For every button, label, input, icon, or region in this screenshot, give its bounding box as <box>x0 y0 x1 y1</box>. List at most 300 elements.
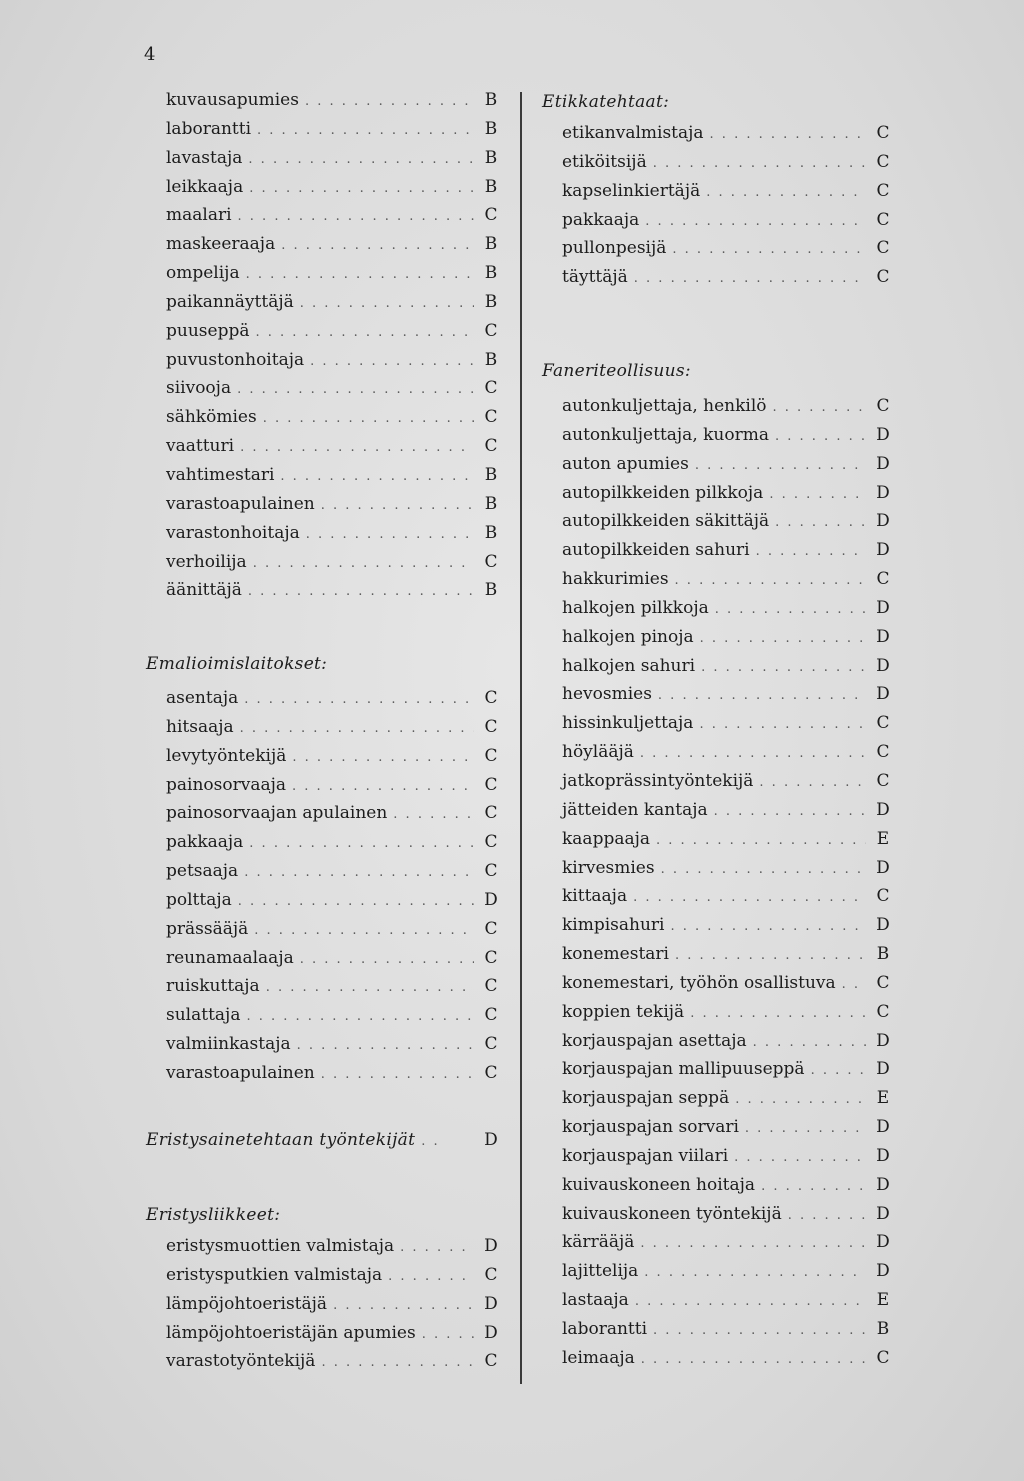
occupation-name: prässääjä <box>166 918 249 939</box>
occupation-name: auton apumies <box>562 453 689 474</box>
class-letter: C <box>484 1264 498 1285</box>
leader-dots <box>640 746 866 761</box>
leader-dots <box>254 923 474 938</box>
class-letter: C <box>484 947 498 968</box>
class-letter: D <box>876 453 890 474</box>
leader-dots <box>292 779 474 794</box>
list-item <box>562 1088 894 1117</box>
class-letter: E <box>876 1088 890 1109</box>
class-letter: C <box>484 551 498 572</box>
class-letter: C <box>484 436 498 457</box>
leader-dots <box>321 498 474 513</box>
occupation-name: korjauspajan asettaja <box>562 1030 747 1051</box>
list-item <box>562 886 894 915</box>
list-item <box>166 234 502 263</box>
list-item <box>166 1323 502 1352</box>
list-item <box>562 454 894 483</box>
occupation-name: autopilkkeiden sahuri <box>562 540 750 561</box>
list-item <box>166 494 502 523</box>
eristysaine-row <box>146 1130 502 1150</box>
leader-dots <box>255 325 474 340</box>
leader-dots <box>788 1208 866 1223</box>
leader-dots <box>263 411 474 426</box>
class-letter: C <box>876 1347 890 1368</box>
class-letter: C <box>484 832 498 853</box>
leader-dots <box>756 544 866 559</box>
list-item <box>166 746 502 775</box>
leader-dots <box>244 865 474 880</box>
list-item <box>562 973 894 1002</box>
leader-dots <box>297 1038 474 1053</box>
class-letter: D <box>484 1130 498 1150</box>
leader-dots <box>246 1009 474 1024</box>
list-item <box>166 90 502 119</box>
leader-dots <box>240 721 474 736</box>
occupation-name: varastotyöntekijä <box>166 1351 316 1372</box>
class-letter: D <box>876 597 890 618</box>
class-letter: E <box>876 1290 890 1311</box>
class-letter: C <box>876 886 890 907</box>
list-item <box>166 1063 502 1092</box>
class-letter: C <box>484 1034 498 1055</box>
leader-dots <box>753 1035 866 1050</box>
list-item <box>562 944 894 973</box>
occupation-name: koppien tekijä <box>562 1001 685 1022</box>
list-item <box>562 1059 894 1088</box>
occupation-name: verhoilija <box>166 551 247 572</box>
leader-dots <box>246 267 474 282</box>
list-item <box>166 948 502 977</box>
class-letter: B <box>484 291 498 312</box>
class-letter: C <box>484 688 498 708</box>
leader-dots <box>300 952 474 967</box>
list-item <box>166 861 502 890</box>
list-item <box>562 267 894 296</box>
occupation-name: varastonhoitaja <box>166 522 300 543</box>
list-item <box>166 688 502 717</box>
class-letter: B <box>484 464 498 485</box>
list-item <box>166 350 502 379</box>
occupation-name: ompelija <box>166 263 240 284</box>
list-item <box>166 177 502 206</box>
class-letter: D <box>876 511 890 532</box>
leader-dots <box>305 94 474 109</box>
leader-dots <box>633 890 866 905</box>
occupation-name: lavastaja <box>166 147 243 168</box>
class-letter: B <box>484 234 498 255</box>
leader-dots <box>640 1236 866 1251</box>
leader-dots <box>237 382 474 397</box>
leader-dots <box>714 804 866 819</box>
leader-dots <box>715 602 866 617</box>
occupation-name: maalari <box>166 205 232 226</box>
list-item <box>166 205 502 234</box>
occupation-name: asentaja <box>166 688 239 708</box>
leader-dots <box>248 152 474 167</box>
page-number: 4 <box>144 44 156 65</box>
class-letter: D <box>876 1261 890 1282</box>
occupation-name: jatkoprässintyöntekijä <box>562 770 754 791</box>
list-item <box>562 627 894 656</box>
leader-dots <box>710 127 866 142</box>
list-item <box>166 580 502 609</box>
list-item <box>562 1290 894 1319</box>
occupation-name: autonkuljettaja, kuorma <box>562 424 769 445</box>
leader-dots <box>653 1323 866 1338</box>
list-item <box>562 598 894 627</box>
occupation-name: halkojen sahuri <box>562 655 696 676</box>
list-item <box>166 436 502 465</box>
list-item <box>562 181 894 210</box>
leader-dots <box>811 1063 866 1078</box>
class-letter: D <box>876 799 890 820</box>
class-letter: D <box>876 1203 890 1224</box>
list-item <box>562 511 894 540</box>
list-item <box>562 684 894 713</box>
class-letter: D <box>876 1232 890 1253</box>
leader-dots <box>773 400 867 415</box>
leader-dots <box>393 807 474 822</box>
list-item <box>166 919 502 948</box>
occupation-name: kaappaaja <box>562 828 651 849</box>
occupation-name: paikannäyttäjä <box>166 291 294 312</box>
leader-dots <box>734 1150 866 1165</box>
occupation-name: kuvausapumies <box>166 90 299 110</box>
occupation-name: siivooja <box>166 378 232 399</box>
occupation-name: jätteiden kantaja <box>562 799 708 820</box>
class-letter: D <box>876 626 890 647</box>
list-item <box>166 465 502 494</box>
leader-dots <box>400 1240 474 1255</box>
left-list-group1 <box>166 90 502 609</box>
class-letter: C <box>484 774 498 795</box>
class-letter: D <box>876 1145 890 1166</box>
occupation-name: pullonpesijä <box>562 238 667 259</box>
list-item <box>166 1034 502 1063</box>
class-letter: C <box>484 861 498 882</box>
list-item <box>166 1005 502 1034</box>
leader-dots <box>266 980 474 995</box>
occupation-name: etiköitsijä <box>562 151 647 172</box>
list-item <box>562 771 894 800</box>
list-item <box>166 263 502 292</box>
class-letter: C <box>484 976 498 997</box>
class-letter: D <box>876 482 890 503</box>
class-letter: B <box>484 90 498 110</box>
list-item <box>562 540 894 569</box>
leader-dots <box>238 209 474 224</box>
class-letter: C <box>484 918 498 939</box>
occupation-name: konemestari <box>562 944 669 965</box>
leader-dots <box>769 487 866 502</box>
leader-dots <box>656 833 866 848</box>
class-letter: C <box>484 1351 498 1372</box>
class-letter: B <box>484 176 498 197</box>
list-item <box>562 210 894 239</box>
leader-dots <box>292 750 474 765</box>
right-list-etikkatehtaat <box>562 123 894 296</box>
leader-dots <box>240 440 474 455</box>
class-letter: C <box>876 742 890 763</box>
class-letter: C <box>876 1001 890 1022</box>
list-item <box>166 119 502 148</box>
leader-dots <box>671 919 867 934</box>
leader-dots <box>701 660 866 675</box>
occupation-name: pakkaaja <box>166 832 244 853</box>
leader-dots <box>300 296 474 311</box>
list-item <box>166 292 502 321</box>
occupation-name: lämpöjohtoeristäjä <box>166 1293 328 1314</box>
occupation-name: korjauspajan mallipuuseppä <box>562 1059 805 1080</box>
list-item <box>166 890 502 919</box>
leader-dots <box>248 584 474 599</box>
leader-dots <box>388 1269 474 1284</box>
leader-dots <box>745 1121 866 1136</box>
occupation-name: leimaaja <box>562 1347 635 1368</box>
occupation-name: polttaja <box>166 889 232 910</box>
occupation-name: kuivauskoneen hoitaja <box>562 1174 756 1195</box>
list-item <box>166 523 502 552</box>
occupation-name: eristysputkien valmistaja <box>166 1264 383 1285</box>
occupation-name: laborantti <box>562 1319 647 1339</box>
class-letter: B <box>484 147 498 168</box>
list-item <box>166 832 502 861</box>
list-item <box>562 1232 894 1261</box>
list-item <box>562 1002 894 1031</box>
class-letter: C <box>484 803 498 824</box>
occupation-name: kärrääjä <box>562 1232 635 1253</box>
list-item <box>166 321 502 350</box>
class-letter: D <box>876 857 890 878</box>
list-item <box>166 148 502 177</box>
list-item <box>166 378 502 407</box>
occupation-name: konemestari, työhön osallistuva <box>562 972 836 993</box>
list-item <box>166 1294 502 1323</box>
occupation-name: lajittelija <box>562 1261 639 1282</box>
class-letter: D <box>876 915 890 936</box>
class-letter: C <box>484 1062 498 1083</box>
leader-dots <box>842 977 866 992</box>
leader-dots <box>735 1092 866 1107</box>
class-letter: D <box>876 1117 890 1138</box>
occupation-name: äänittäjä <box>166 580 242 601</box>
leader-dots <box>675 948 866 963</box>
list-item <box>562 1146 894 1175</box>
leader-dots <box>321 1067 474 1082</box>
list-item <box>166 775 502 804</box>
leader-dots <box>759 775 866 790</box>
class-letter: C <box>876 569 890 590</box>
class-letter: C <box>484 205 498 226</box>
occupation-name: levytyöntekijä <box>166 745 287 766</box>
class-letter: D <box>484 1236 498 1256</box>
leader-dots <box>321 1355 474 1370</box>
class-letter: D <box>876 424 890 445</box>
occupation-name: kirvesmies <box>562 857 655 878</box>
leader-dots <box>700 631 866 646</box>
occupation-name: kittaaja <box>562 886 628 907</box>
leader-dots <box>634 271 866 286</box>
list-item <box>562 1319 894 1348</box>
occupation-name: kuivauskoneen työntekijä <box>562 1203 782 1224</box>
class-letter: D <box>876 684 890 705</box>
occupation-name: vahtimestari <box>166 464 275 485</box>
leader-dots <box>333 1298 474 1313</box>
leader-dots <box>695 458 866 473</box>
list-item <box>166 1351 502 1380</box>
left-list-eristysliikkeet <box>166 1236 502 1380</box>
left-list-emalioimislaitokset <box>166 688 502 1092</box>
class-letter: C <box>876 180 890 201</box>
list-item <box>562 915 894 944</box>
occupation-name: lämpöjohtoeristäjän apumies <box>166 1322 416 1343</box>
class-letter: C <box>484 407 498 428</box>
leader-dots <box>672 242 866 257</box>
list-item <box>166 552 502 581</box>
occupation-name: kimpisahuri <box>562 915 665 936</box>
class-letter: C <box>876 267 890 288</box>
class-letter: C <box>876 396 890 416</box>
list-item <box>562 1348 894 1377</box>
class-letter: C <box>876 972 890 993</box>
leader-dots <box>699 717 866 732</box>
occupation-name: korjauspajan seppä <box>562 1088 730 1109</box>
occupation-name: hakkurimies <box>562 569 669 590</box>
class-letter: E <box>876 828 890 849</box>
leader-dots <box>244 692 474 707</box>
occupation-name: varastoapulainen <box>166 1062 315 1083</box>
class-letter: D <box>876 1174 890 1195</box>
list-item <box>562 1204 894 1233</box>
class-letter: D <box>484 1322 498 1343</box>
occupation-name: pakkaaja <box>562 209 640 230</box>
list-item <box>562 829 894 858</box>
class-letter: B <box>484 580 498 601</box>
leader-dots <box>690 1006 866 1021</box>
class-letter: D <box>876 1030 890 1051</box>
occupation-name: petsaaja <box>166 861 239 882</box>
section-heading-eristysainetehtaan: Eristysainetehtaan työntekijät <box>146 1130 416 1150</box>
list-item <box>562 152 894 181</box>
class-letter: C <box>876 713 890 734</box>
occupation-name: painosorvaaja <box>166 774 287 795</box>
leader-dots <box>422 1327 474 1342</box>
class-letter: B <box>876 944 890 965</box>
class-letter: C <box>484 745 498 766</box>
list-item <box>166 407 502 436</box>
occupation-name: höylääjä <box>562 742 634 763</box>
leader-dots <box>775 429 866 444</box>
occupation-name: varastoapulainen <box>166 493 315 514</box>
list-item <box>562 425 894 454</box>
occupation-name: korjauspajan sorvari <box>562 1117 739 1138</box>
list-item <box>562 713 894 742</box>
occupation-name: ruiskuttaja <box>166 976 260 997</box>
class-letter: C <box>484 378 498 399</box>
leader-dots: . . <box>421 1134 440 1149</box>
leader-dots <box>661 862 866 877</box>
leader-dots <box>249 836 474 851</box>
list-item <box>562 1261 894 1290</box>
occupation-name: reunamaalaaja <box>166 947 294 968</box>
occupation-name: halkojen pilkkoja <box>562 597 709 618</box>
right-list-faneriteollisuus <box>562 396 894 1377</box>
occupation-name: lastaaja <box>562 1290 629 1311</box>
list-item <box>562 1175 894 1204</box>
list-item <box>562 569 894 598</box>
class-letter: C <box>876 151 890 172</box>
class-letter: D <box>876 655 890 676</box>
leader-dots <box>675 573 866 588</box>
class-letter: C <box>876 123 890 143</box>
class-letter: C <box>876 238 890 259</box>
occupation-name: eristysmuottien valmistaja <box>166 1236 395 1256</box>
class-letter: D <box>484 889 498 910</box>
class-letter: D <box>876 1059 890 1080</box>
list-item <box>562 742 894 771</box>
class-letter: C <box>876 770 890 791</box>
occupation-name: halkojen pinoja <box>562 626 694 647</box>
section-heading-faneriteollisuus: Faneriteollisuus: <box>542 361 691 381</box>
list-item <box>166 976 502 1005</box>
leader-dots <box>706 185 866 200</box>
class-letter: D <box>484 1293 498 1314</box>
occupation-name: kapselinkiertäjä <box>562 180 701 201</box>
list-item <box>562 1031 894 1060</box>
section-heading-etikkatehtaat: Etikkatehtaat: <box>542 92 670 112</box>
class-letter: B <box>484 493 498 514</box>
class-letter: B <box>484 349 498 370</box>
class-letter: C <box>876 209 890 230</box>
list-item <box>562 800 894 829</box>
leader-dots <box>644 1265 866 1280</box>
occupation-name: korjauspajan viilari <box>562 1145 729 1166</box>
section-heading-eristysliikkeet: Eristysliikkeet: <box>146 1205 281 1225</box>
list-item <box>562 396 894 425</box>
list-item <box>562 123 894 152</box>
leader-dots <box>310 354 474 369</box>
leader-dots <box>281 238 474 253</box>
occupation-name: vaatturi <box>166 436 235 457</box>
class-letter: C <box>484 320 498 341</box>
occupation-name: maskeeraaja <box>166 234 276 255</box>
list-item <box>166 1265 502 1294</box>
occupation-name: laborantti <box>166 118 251 139</box>
occupation-name: autopilkkeiden säkittäjä <box>562 511 770 532</box>
occupation-name: etikanvalmistaja <box>562 123 704 143</box>
class-letter: B <box>484 263 498 284</box>
leader-dots <box>658 688 866 703</box>
occupation-name: autonkuljettaja, henkilö <box>562 396 767 416</box>
list-item <box>562 858 894 887</box>
class-letter: C <box>484 1005 498 1026</box>
class-letter: D <box>876 540 890 561</box>
occupation-name: puvustonhoitaja <box>166 349 305 370</box>
occupation-name: valmiinkastaja <box>166 1034 291 1055</box>
list-item <box>166 803 502 832</box>
leader-dots <box>257 123 474 138</box>
class-letter: B <box>484 522 498 543</box>
occupation-name: leikkaaja <box>166 176 244 197</box>
occupation-name: täyttäjä <box>562 267 628 288</box>
occupation-name: sähkömies <box>166 407 257 428</box>
leader-dots <box>635 1294 866 1309</box>
list-item <box>562 483 894 512</box>
leader-dots <box>249 181 474 196</box>
leader-dots <box>641 1352 866 1367</box>
column-divider <box>520 92 522 1384</box>
leader-dots <box>645 214 866 229</box>
